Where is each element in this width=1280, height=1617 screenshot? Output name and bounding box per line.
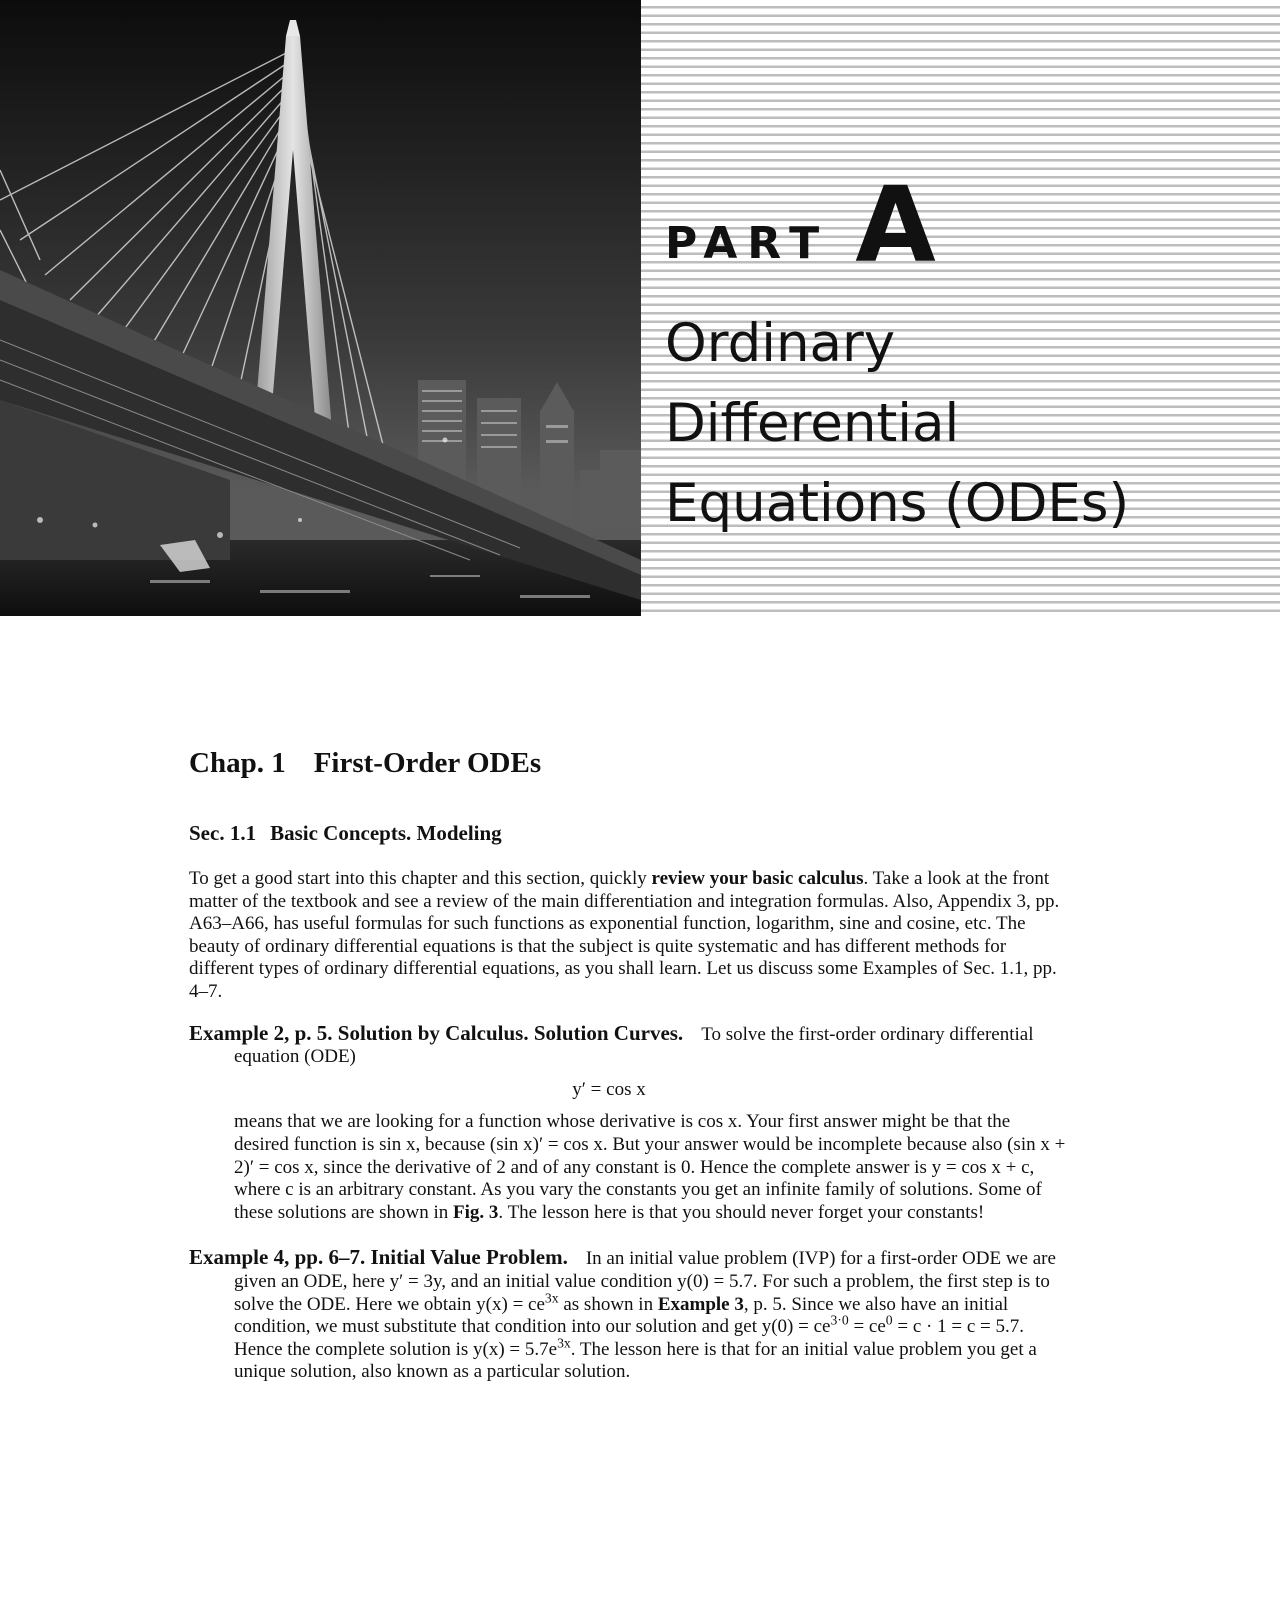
bridge-illustration <box>0 0 641 616</box>
example-4-text-6: . The lesson here is that for an initial value problem you get a unique solution, also known as a particular solution. <box>234 1338 1037 1383</box>
exponent-2: 3·0 <box>830 1312 849 1328</box>
exponent-1: 3x <box>544 1290 559 1306</box>
bridge-photo <box>0 0 641 616</box>
example-2-body <box>189 1111 1069 1224</box>
section-title: Basic Concepts. Modeling <box>270 821 502 845</box>
part-letter: A <box>855 163 936 286</box>
example-2-body-text-2: . The lesson here is that you should never forget your constants! <box>498 1201 985 1223</box>
chapter-title: First-Order ODEs <box>313 747 542 779</box>
intro-emphasis: review your basic calculus <box>651 868 864 889</box>
example-4-text-3: , p. 5. Since we also have an initial condition, we must substitute that condition into our solution and get y(0) = ce <box>234 1293 1009 1338</box>
exponent-3: 0 <box>885 1312 893 1328</box>
part-label <box>665 160 936 286</box>
example-4-text-1: In an initial value problem (IVP) for a first-order ODE we are given an ODE, here y′ = 3y, and an initial value condition y(0) = 5.7. For such a problem, the first step is to solve the ODE. Here we obtain y(x) = ce <box>234 1248 1056 1315</box>
example-2-equation: y′ = cos x <box>572 1078 646 1100</box>
example-2-heading: Example 2, p. 5. Solution by Calculus. Solution Curves. <box>189 1020 684 1045</box>
intro-text-1: To get a good start into this chapter and this section, quickly <box>189 868 652 889</box>
example-4-text-2: as shown in <box>558 1293 658 1315</box>
section-heading <box>189 820 1069 846</box>
chapter-heading <box>189 746 1069 780</box>
figure-reference: Fig. 3 <box>453 1201 499 1223</box>
chapter-number: Chap. 1 <box>189 747 286 779</box>
exponent-4: 3x <box>557 1335 571 1351</box>
example-4-text-4: = ce <box>848 1316 886 1338</box>
example-4-text-5: = c · 1 = c = 5.7. Hence the complete solution is y(x) = 5.7e <box>234 1316 1024 1360</box>
intro-text-2: . Take a look at the front matter of the textbook and see a review of the main differentiation and integration formulas. Also, Appendix 3, pp. A63–A66, has useful formulas for such functions as exponential function, logarithm, sine and cosine, etc. The beauty of ordinary differential equations is that the subject is quite systematic and has different methods for different types of ordinary differential equations, as you shall learn. Let us discuss some Examples of Sec. 1.1, pp. 4–7. <box>189 868 1060 1002</box>
page-content <box>189 746 1069 1384</box>
example-4-paragraph <box>189 1246 1069 1384</box>
part-title-line-2: Differential <box>665 393 960 454</box>
part-word: PART <box>665 218 830 269</box>
example-2-body-text-1: means that we are looking for a function whose derivative is cos x. Your first answer might be that the desired function is sin x, because (sin x)′ = cos x. But your answer would be incomplete because also (sin x + 2)′ = cos x, since the derivative of 2 and of any constant is 0. Hence the complete answer is y = cos x + c, where c is an arbitrary constant. As you vary the constants you get an infinite family of solutions. Some of these solutions are shown in <box>234 1111 1066 1223</box>
part-title <box>665 304 1129 544</box>
part-title-line-3: Equations (ODEs) <box>665 473 1130 534</box>
example-2-lead: To solve the first-order ordinary differential equation (ODE) <box>234 1023 1034 1068</box>
intro-paragraph <box>189 868 1069 1004</box>
example-2-paragraph <box>189 1022 1069 1069</box>
part-title-line-1: Ordinary <box>665 313 896 374</box>
example-4-heading: Example 4, pp. 6–7. Initial Value Problem. <box>189 1245 568 1270</box>
example-reference: Example 3 <box>657 1293 744 1315</box>
section-number: Sec. 1.1 <box>189 821 257 845</box>
